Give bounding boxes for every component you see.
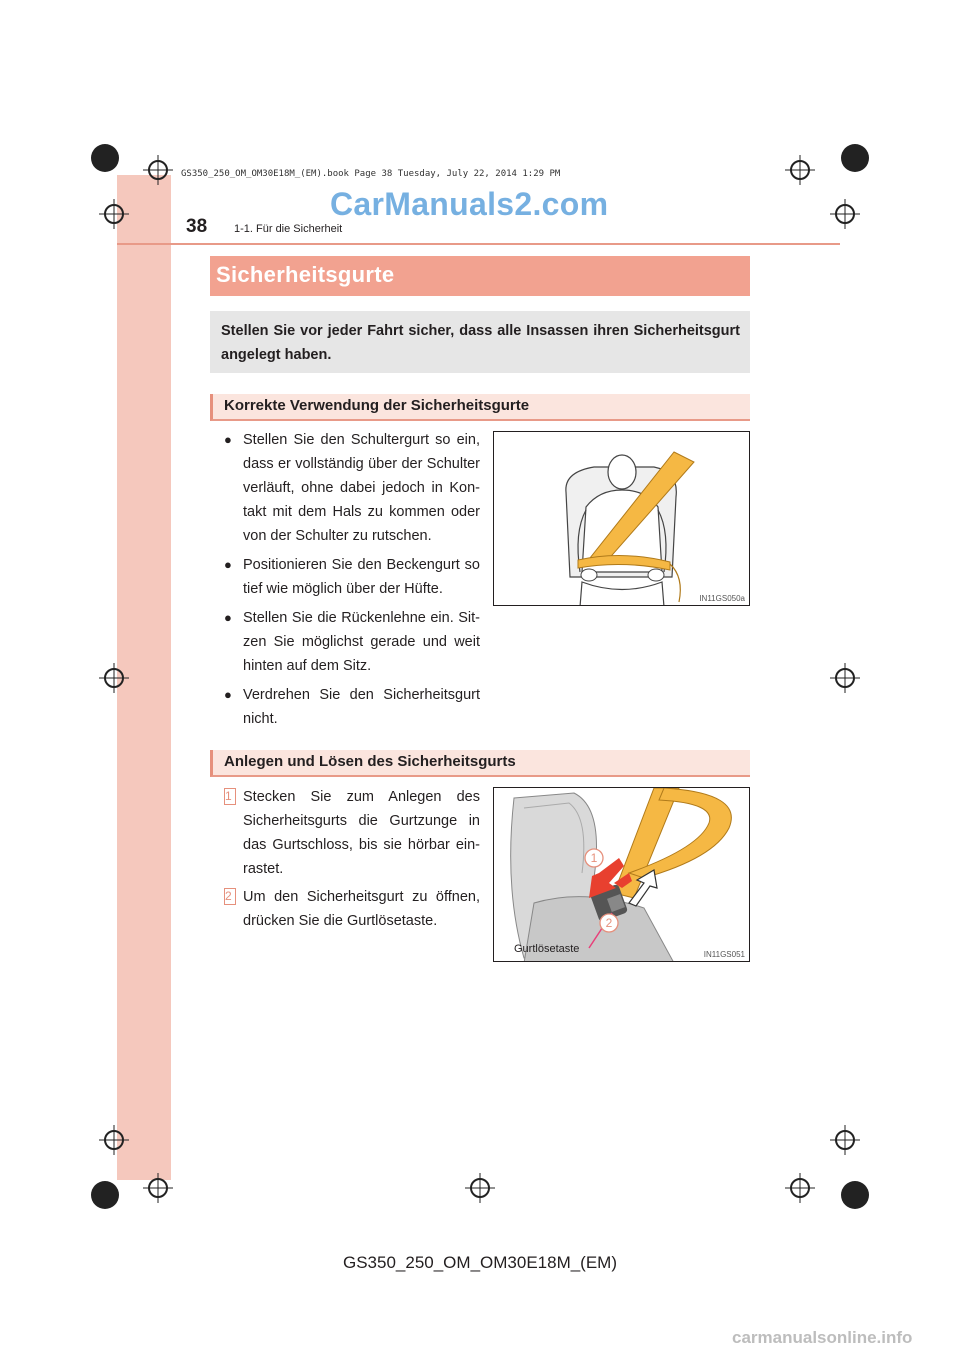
crop-mark-icon <box>840 143 870 173</box>
figure-label-release-button: Gurtlösetaste <box>514 943 580 955</box>
crop-mark-icon <box>785 155 815 185</box>
section-label: 1-1. Für die Sicherheit <box>234 223 343 235</box>
section-heading-usage: Korrekte Verwendung der Sicherheitsgurte <box>210 394 750 421</box>
crop-mark-icon <box>90 1180 120 1210</box>
page-title: Sicherheitsgurte <box>210 256 750 296</box>
header-rule <box>117 243 840 245</box>
fasten-step-list <box>224 785 480 937</box>
intro-box: Stellen Sie vor jeder Fahrt sicher, dass alle Insassen ihren Sicherheitsgurt angelegt haben. <box>210 311 750 373</box>
crop-mark-icon <box>830 199 860 229</box>
crop-mark-icon <box>785 1173 815 1203</box>
crop-mark-icon <box>840 1180 870 1210</box>
crop-mark-icon <box>830 1125 860 1155</box>
figure-seated-person-belt <box>493 431 750 606</box>
list-item: ● Verdrehen Sie den Sicherheitsgurt nicht. <box>224 683 480 731</box>
list-item: ● Positionieren Sie den Beckengurt so tief wie möglich über der Hüfte. <box>224 553 480 601</box>
figure-buckle <box>493 787 750 962</box>
list-item: ● Stellen Sie den Schultergurt so ein, dass er vollständig über der Schulter verläuft, ohne dabei jedoch in Kon-takt mit dem Hals zu kommen oder von der Schulter zu rutschen. <box>224 428 480 548</box>
book-info-line: GS350_250_OM_OM30E18M_(EM).book Page 38 Tuesday, July 22, 2014 1:29 PM <box>181 169 561 179</box>
buckle-illustration <box>494 788 750 962</box>
section-heading-fasten: Anlegen und Lösen des Sicherheitsgurts <box>210 750 750 777</box>
page-number: 38 <box>186 216 208 237</box>
step-number-badge: 1 <box>224 788 236 805</box>
footer-document-id: GS350_250_OM_OM30E18M_(EM) <box>342 1253 618 1272</box>
crop-mark-icon <box>143 155 173 185</box>
step-number-badge: 2 <box>224 888 236 905</box>
list-item <box>224 785 480 881</box>
crop-mark-icon <box>99 199 129 229</box>
watermark-bottom: carmanualsonline.info <box>732 1328 913 1347</box>
crop-mark-icon <box>465 1173 495 1203</box>
figure-code: IN11GS050a <box>699 594 745 603</box>
seated-person-illustration <box>494 432 750 606</box>
crop-mark-icon <box>143 1173 173 1203</box>
crop-mark-icon <box>90 143 120 173</box>
list-item: ● Stellen Sie die Rückenlehne ein. Sit-zen Sie möglichst gerade und weit hinten auf dem Sitz. <box>224 606 480 678</box>
watermark-top: CarManuals2.com <box>330 186 609 222</box>
crop-mark-icon <box>99 1125 129 1155</box>
step-text: Stecken Sie zum Anlegen des Sicherheitsgurts die Gurtzunge in das Gurtschloss, bis sie hörbar ein-rastet. <box>243 789 480 877</box>
figure-code: IN11GS051 <box>703 950 745 959</box>
crop-mark-icon <box>830 663 860 693</box>
crop-mark-icon <box>99 663 129 693</box>
callout-2: 2 <box>605 916 613 930</box>
step-text: Um den Sicherheitsgurt zu öffnen, drücken Sie die Gurtlösetaste. <box>243 889 480 929</box>
usage-bullet-list <box>224 428 480 736</box>
callout-1: 1 <box>590 851 598 865</box>
list-item <box>224 885 480 933</box>
